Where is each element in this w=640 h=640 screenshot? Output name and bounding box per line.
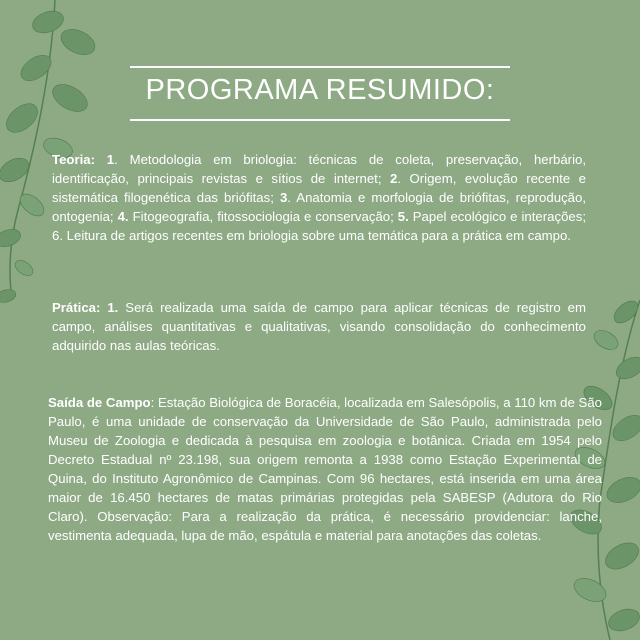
teoria-item-1: . Metodologia em briologia: técnicas de coleta, preservação, herbário, identificação, principais revistas e sítios de internet;	[52, 152, 586, 186]
teoria-number-1: 1	[106, 152, 115, 167]
saida-de-campo-paragraph	[48, 393, 602, 545]
page-title: PROGRAMA RESUMIDO:	[145, 74, 495, 106]
teoria-number-4: 4.	[117, 209, 129, 224]
teoria-item-2: . Origem, evolução recente e sistemática filogenética das briófitas;	[52, 171, 587, 205]
teoria-item-3: . Anatomia e morfologia de briófitas, reprodução, ontogenia;	[52, 190, 586, 224]
teoria-paragraph	[52, 150, 586, 245]
pratica-label: Prática: 1.	[52, 300, 119, 315]
pratica-paragraph	[52, 298, 586, 355]
pratica-text: Será realizada uma saída de campo para aplicar técnicas de registro em campo, análises quantitativas e qualitativas, visando consolidação do conhecimento adquirido nas aulas teóricas.	[52, 300, 586, 353]
teoria-number-2: 2	[390, 171, 398, 186]
saida-text: : Estação Biológica de Boracéia, localizada em Salesópolis, a 110 km de São Paulo, é uma unidade de conservação da Universidade de São Paulo, administrada pelo Museu de Zoologia e dedicada à pesquisa em zoologia e botânica. Criada em 1954 pelo Decreto Estadual nº 23.198, sua origem remonta a 1938 como Estação Experimental de Quina, do Instituto Agronômico de Campinas. Com 96 hectares, está inserida em uma área maior de 16.450 hectares de matas primárias protegidas pela SABESP (Adutora do Rio Claro). Observação: Para a realização da prática, é necessário providenciar: lanche, vestimenta adequada, lupa de mão, espátula e material para anotações das coletas.	[48, 395, 602, 543]
title-rule-bottom	[130, 119, 510, 121]
saida-label: Saída de Campo	[48, 395, 151, 410]
teoria-item-4: Fitogeografia, fitossociologia e conservação;	[128, 209, 398, 224]
teoria-item-5: Papel ecológico e interações; 6. Leitura de artigos recentes em briologia sobre uma temática para a prática em campo.	[52, 209, 586, 243]
teoria-number-3: 3	[279, 190, 288, 205]
teoria-number-5: 5.	[397, 209, 409, 224]
teoria-label: Teoria:	[52, 152, 95, 167]
title-rule-top	[130, 66, 510, 68]
